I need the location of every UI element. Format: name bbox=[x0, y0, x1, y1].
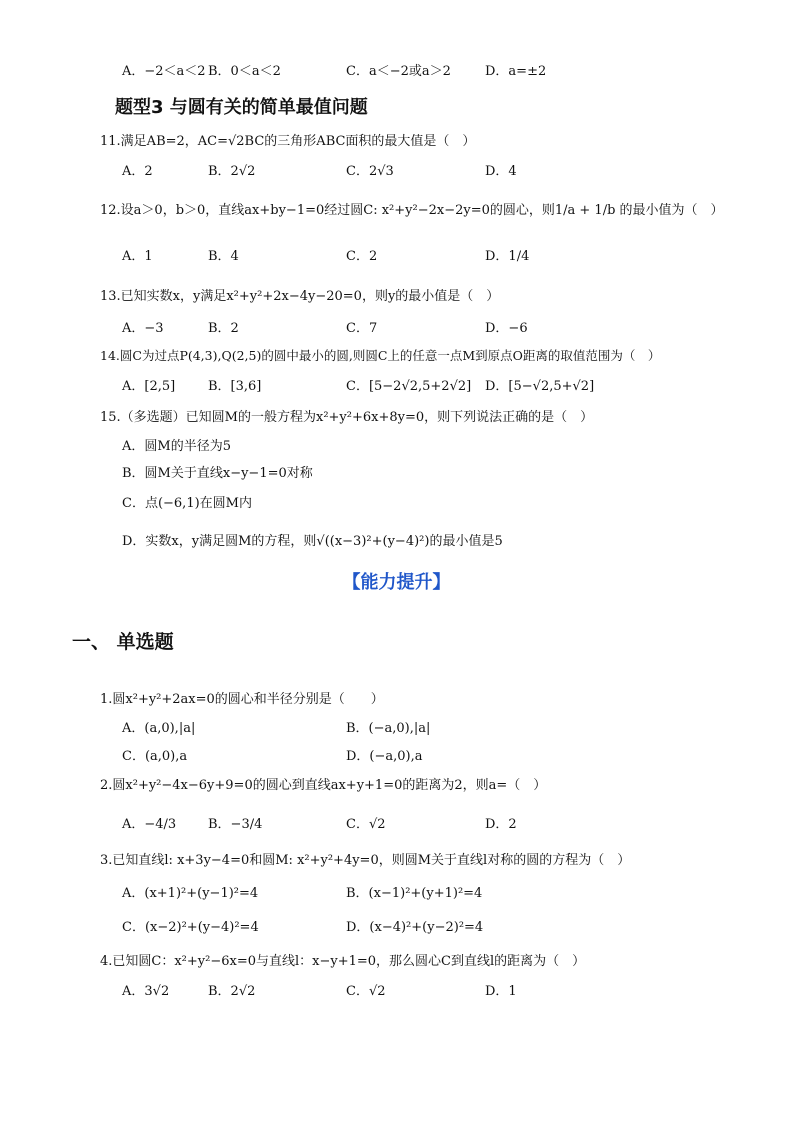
q11-option-c: C．2√3 bbox=[346, 164, 394, 179]
q12-option-c: C．2 bbox=[346, 249, 378, 264]
q12-option-d: D．1/4 bbox=[485, 249, 530, 264]
ability-heading: 【能力提升】 bbox=[342, 572, 451, 593]
q10-option-c: C．a＜−2或a＞2 bbox=[346, 64, 451, 79]
q13-option-b: B．2 bbox=[208, 321, 239, 336]
p3-option-d: D．(x−4)²+(y−2)²=4 bbox=[346, 920, 484, 935]
q14-option-d: D．[5−√2,5+√2] bbox=[485, 379, 595, 394]
q10-option-d: D．a=±2 bbox=[485, 64, 547, 79]
q11-option-b: B．2√2 bbox=[208, 164, 256, 179]
q15-stem: 15.（多选题）已知圆M的一般方程为x²+y²+6x+8y=0，则下列说法正确的是（ ） bbox=[100, 410, 594, 425]
q11-stem: 11.满足AB=2，AC=√2BC的三角形ABC面积的最大值是（ ） bbox=[100, 134, 476, 149]
q15-option-c: C．点(−6,1)在圆M内 bbox=[122, 496, 252, 511]
q12-option-a: A．1 bbox=[122, 249, 153, 264]
q14-option-a: A．[2,5] bbox=[122, 379, 176, 394]
q13-option-a: A．−3 bbox=[122, 321, 164, 336]
p3-option-c: C．(x−2)²+(y−4)²=4 bbox=[122, 920, 259, 935]
p1-option-c: C．(a,0),a bbox=[122, 749, 188, 764]
p4-stem: 4.已知圆C：x²+y²−6x=0与直线l：x−y+1=0，那么圆心C到直线l的距离为（ ） bbox=[100, 954, 586, 969]
q10-option-b: B．0＜a＜2 bbox=[208, 64, 281, 79]
q11-option-d: D．4 bbox=[485, 164, 517, 179]
q10-option-a: A．−2＜a＜2 bbox=[122, 64, 206, 79]
q12-option-b: B．4 bbox=[208, 249, 239, 264]
p3-stem: 3.已知直线l: x+3y−4=0和圆M: x²+y²+4y=0，则圆M关于直线l对称的圆的方程为（ ） bbox=[100, 853, 631, 868]
p1-option-a: A．(a,0),|a| bbox=[122, 721, 196, 736]
q15-option-d: D．实数x，y满足圆M的方程，则√((x−3)²+(y−4)²)的最小值是5 bbox=[122, 534, 503, 549]
p4-option-a: A．3√2 bbox=[122, 984, 170, 999]
p2-option-d: D．2 bbox=[485, 817, 517, 832]
q12-stem: 12.设a＞0，b＞0，直线ax+by−1=0经过圆C: x²+y²−2x−2y=0的圆心，则1/a + 1/b 的最小值为（ ） bbox=[100, 203, 724, 218]
q13-option-c: C．7 bbox=[346, 321, 378, 336]
q15-option-b: B．圆M关于直线x−y−1=0对称 bbox=[122, 466, 313, 481]
p1-stem: 1.圆x²+y²+2ax=0的圆心和半径分别是（ ） bbox=[100, 692, 384, 707]
p2-stem: 2.圆x²+y²−4x−6y+9=0的圆心到直线ax+y+1=0的距离为2，则a=（ ） bbox=[100, 778, 547, 793]
p3-option-a: A．(x+1)²+(y−1)²=4 bbox=[122, 886, 259, 901]
q13-option-d: D．−6 bbox=[485, 321, 528, 336]
q14-stem: 14.圆C为过点P(4,3),Q(2,5)的圆中最小的圆,则圆C上的任意一点M到原点O距离的取值范围为（ ） bbox=[100, 348, 661, 363]
q14-option-b: B．[3,6] bbox=[208, 379, 262, 394]
p4-option-c: C．√2 bbox=[346, 984, 386, 999]
q13-stem: 13.已知实数x，y满足x²+y²+2x−4y−20=0，则y的最小值是（ ） bbox=[100, 289, 500, 304]
p4-option-b: B．2√2 bbox=[208, 984, 256, 999]
p3-option-b: B．(x−1)²+(y+1)²=4 bbox=[346, 886, 483, 901]
p2-option-b: B．−3/4 bbox=[208, 817, 263, 832]
p4-option-d: D．1 bbox=[485, 984, 517, 999]
q14-option-c: C．[5−2√2,5+2√2] bbox=[346, 379, 472, 394]
p2-option-a: A．−4/3 bbox=[122, 817, 177, 832]
p2-option-c: C．√2 bbox=[346, 817, 386, 832]
p1-option-d: D．(−a,0),a bbox=[346, 749, 423, 764]
section-heading: 一、 单选题 bbox=[72, 631, 174, 653]
p1-option-b: B．(−a,0),|a| bbox=[346, 721, 431, 736]
type3-heading: 题型3 与圆有关的简单最值问题 bbox=[115, 97, 368, 118]
q11-option-a: A．2 bbox=[122, 164, 153, 179]
q15-option-a: A．圆M的半径为5 bbox=[122, 439, 231, 454]
